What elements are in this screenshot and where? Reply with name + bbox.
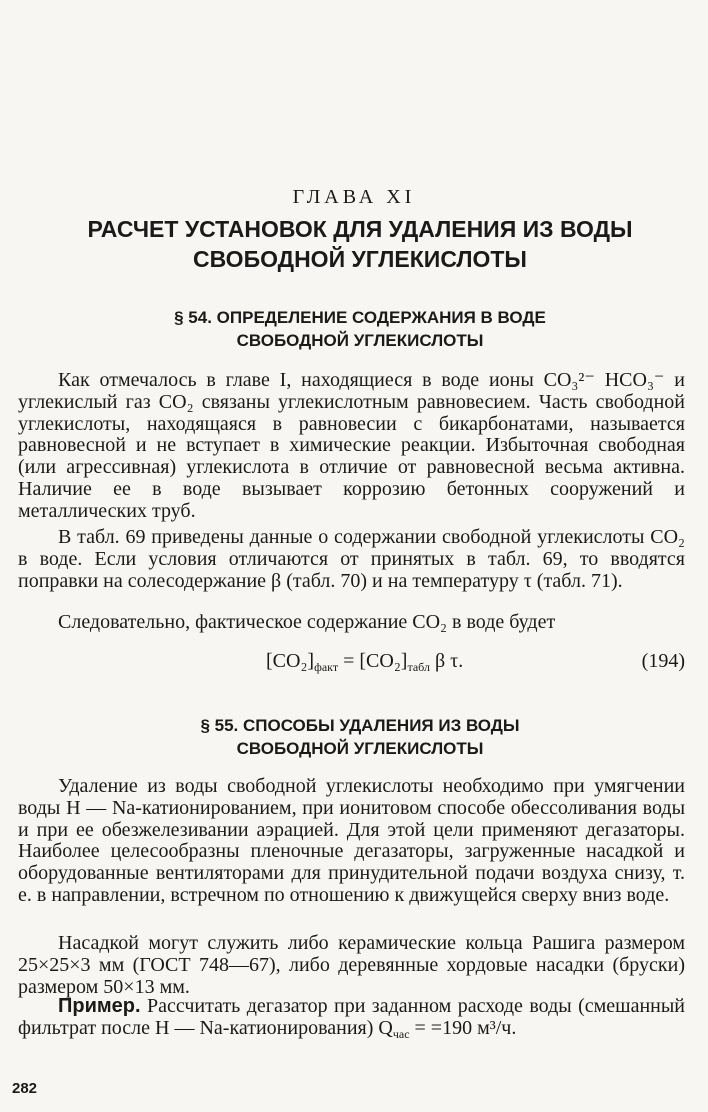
formula-left-subscript: факт bbox=[314, 660, 339, 674]
section-55-heading-line-2: СВОБОДНОЙ УГЛЕКИСЛОТЫ bbox=[236, 739, 484, 758]
section-54-paragraph-3-text: Следовательно, фактическое содержание CO₂ в воде будет bbox=[58, 611, 556, 633]
example-tail: = =190 м³/ч. bbox=[409, 1016, 517, 1039]
section-54-heading-line-2: СВОБОДНОЙ УГЛЕКИСЛОТЫ bbox=[236, 331, 484, 350]
section-55-paragraph-2-text: Насадкой могут служить либо керамические кольца Рашига размером 25×25×3 мм (ГОСТ 748—67), либо деревянные хордовые насадки (бруски) размером 50×13 мм. bbox=[18, 932, 685, 998]
chapter-title-line-2: СВОБОДНОЙ УГЛЕКИСЛОТЫ bbox=[193, 246, 527, 272]
section-54-paragraph-2-text: В табл. 69 приведены данные о содержании свободной углекислоты CO₂ в воде. Если условия отличаются от принятых в табл. 69, то вводятся поправки на солесодержание β (табл. 70) и на температуру τ (табл. 71). bbox=[18, 526, 685, 592]
page-number: 282 bbox=[12, 1080, 38, 1097]
section-54-heading-line-1: § 54. ОПРЕДЕЛЕНИЕ СОДЕРЖАНИЯ В ВОДЕ bbox=[174, 308, 546, 327]
section-54-heading bbox=[60, 306, 660, 352]
section-54-paragraph-1 bbox=[18, 370, 685, 523]
formula-right: β τ. bbox=[429, 650, 464, 672]
example-paragraph bbox=[18, 996, 685, 1046]
chapter-title-line-1: РАСЧЕТ УСТАНОВОК ДЛЯ УДАЛЕНИЯ ИЗ ВОДЫ bbox=[87, 216, 633, 242]
example-subscript: час bbox=[392, 1026, 410, 1041]
chapter-label: ГЛАВА XI bbox=[292, 186, 416, 208]
formula-mid: = [CO₂] bbox=[338, 650, 408, 672]
section-54-paragraph-2 bbox=[18, 527, 685, 592]
section-55-heading-line-1: § 55. СПОСОБЫ УДАЛЕНИЯ ИЗ ВОДЫ bbox=[200, 716, 520, 735]
section-54-paragraph-1-text: Как отмечалось в главе I, находящиеся в воде ионы CO₃²⁻ HCO₃⁻ и углекислый газ CO₂ связаны углекислотным равновесием. Часть свободной углекислоты, находящаяся в равновесии с бикарбонатами, называется равновесной и не вступает в химические реакции. Избыточная свободная (или агрессивная) углекислота в отличие от равновесной весьма активна. Наличие ее в воде вызывает коррозию бетонных сооружений и металлических труб. bbox=[18, 369, 685, 522]
section-54-paragraph-3 bbox=[18, 612, 685, 634]
chapter-title bbox=[40, 214, 680, 274]
formula-expression bbox=[266, 650, 463, 675]
example-label: Пример. bbox=[58, 995, 141, 1017]
example-text: Рассчитать дегазатор при заданном расходе воды (смешанный фильтрат после H — Na-катионирования) Q bbox=[18, 995, 685, 1039]
section-55-paragraph-1 bbox=[18, 776, 685, 907]
formula-mid-subscript: табл bbox=[407, 660, 430, 674]
formula-number: (194) bbox=[641, 650, 685, 672]
section-55-paragraph-1-text: Удаление из воды свободной углекислоты необходимо при умягчении воды H — Na-катионированием, при ионитовом способе обессоливания воды и при ее обезжелезивании аэрацией. Для этой цели применяют дегазаторы. Наиболее целесообразны пленочные дегазаторы, загруженные насадкой и оборудованные вентиляторами для принудительной подачи воздуха снизу, т. е. в направлении, встречном по отношению к движущейся сверху вниз воде. bbox=[18, 775, 685, 906]
formula-left: [CO₂] bbox=[266, 650, 315, 672]
formula-194 bbox=[18, 650, 685, 674]
section-55-heading bbox=[60, 714, 660, 760]
section-55-paragraph-2 bbox=[18, 933, 685, 998]
